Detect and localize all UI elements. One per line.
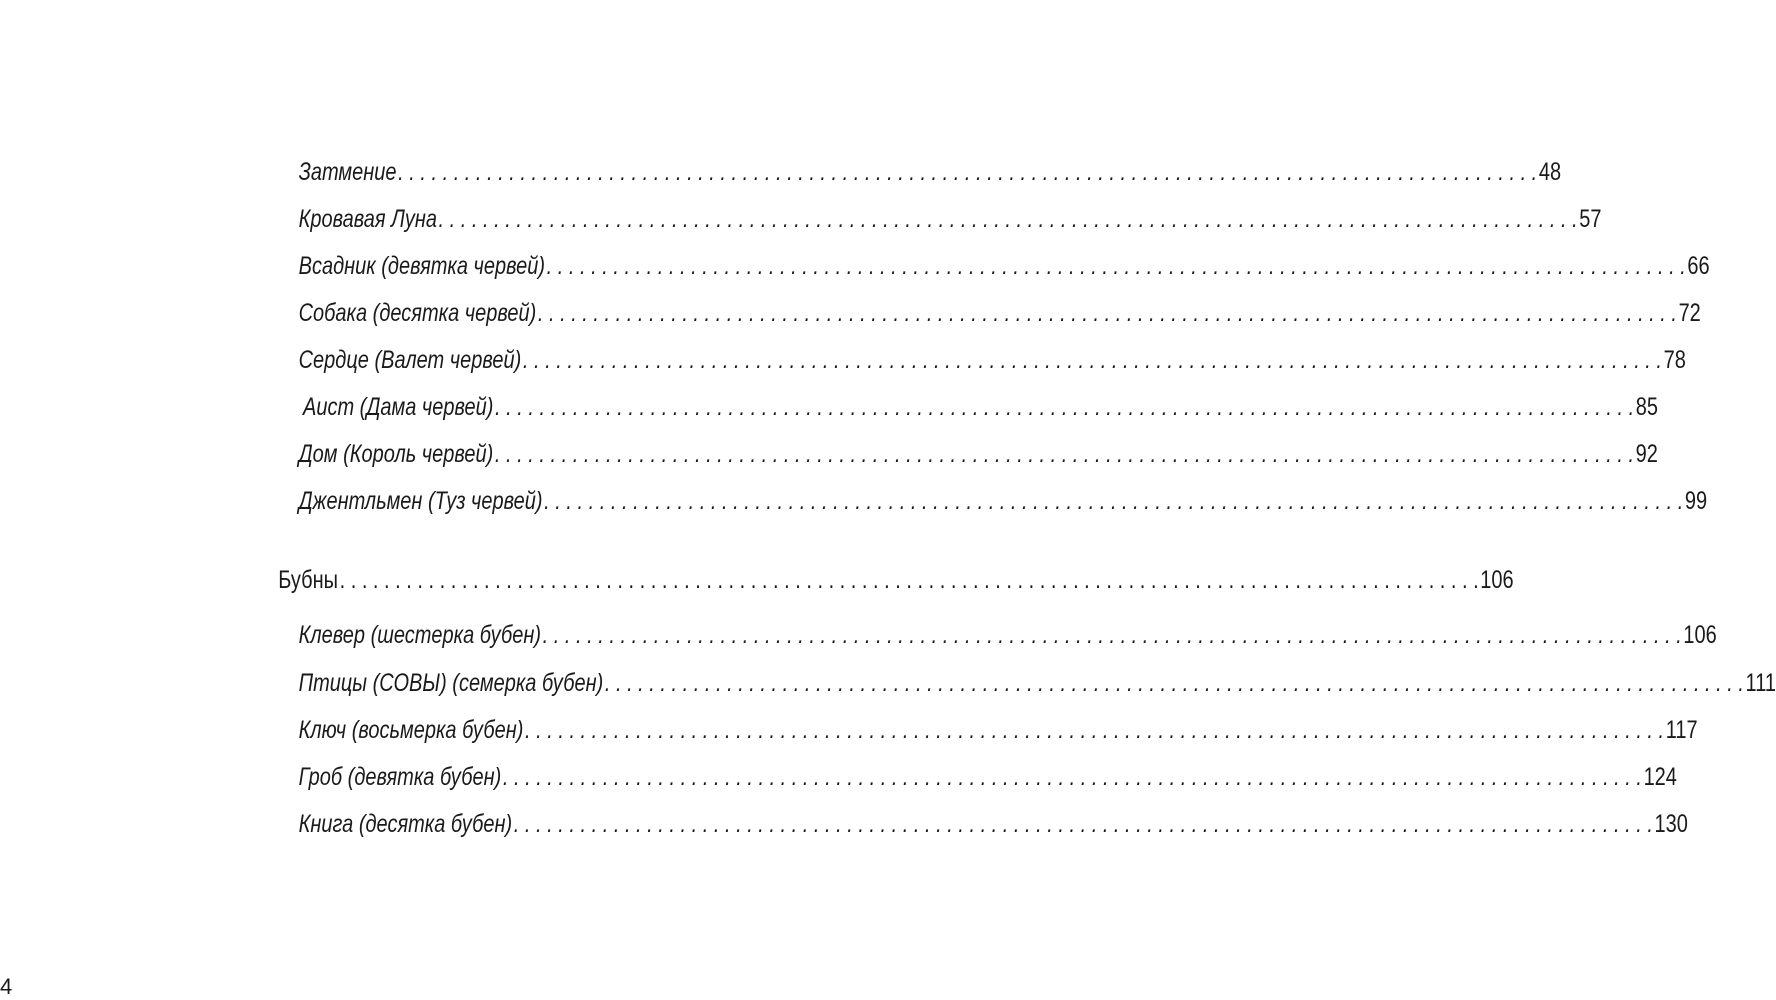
toc-entry-title: Джентльмен (Туз червей) <box>298 487 543 515</box>
toc-entry <box>298 342 1686 374</box>
toc-entry-page: 117 <box>1665 716 1698 744</box>
toc-entry <box>298 248 1710 280</box>
dot-leader <box>514 810 1653 838</box>
toc-section-page: 106 <box>1480 566 1514 594</box>
toc-entry <box>298 154 1562 186</box>
toc-entry <box>298 617 1717 649</box>
toc-entry-page: 130 <box>1654 810 1688 838</box>
dot-leader <box>543 621 1682 649</box>
toc-entry <box>298 759 1677 791</box>
toc-entry-page: 57 <box>1579 205 1602 233</box>
toc-entry-title: Дом (Король червей) <box>298 440 494 468</box>
toc-entry-title: Птицы (СОВЫ) (семерка бубен) <box>298 669 604 697</box>
dot-leader <box>439 205 1578 233</box>
toc-entry <box>303 389 1659 421</box>
toc-entry-title: Кровавая Луна <box>298 205 437 233</box>
toc-entry <box>298 806 1688 838</box>
dot-leader <box>503 763 1642 791</box>
toc-entry-page: 124 <box>1643 763 1677 791</box>
toc-entry-page: 72 <box>1678 299 1701 327</box>
dot-leader <box>538 299 1677 327</box>
page-number: 4 <box>0 974 13 999</box>
toc-entry <box>298 295 1701 327</box>
toc-entry-page: 85 <box>1635 393 1659 421</box>
toc-entry-title: Сердце (Валет червей) <box>298 346 522 374</box>
toc-entry-page: 78 <box>1663 346 1686 374</box>
toc-entry <box>298 665 1776 697</box>
toc-entry-page: 111 <box>1745 669 1776 697</box>
dot-leader <box>398 158 1537 186</box>
toc-entry <box>298 483 1708 515</box>
toc-entry-page: 48 <box>1538 158 1562 186</box>
dot-leader <box>544 487 1683 515</box>
toc-entry-title: Собака (десятка червей) <box>298 299 537 327</box>
dot-leader <box>605 669 1744 697</box>
toc-entry-page: 92 <box>1635 440 1658 468</box>
toc-entry-title: Гроб (девятка бубен) <box>298 763 502 791</box>
dot-leader <box>340 566 1479 594</box>
toc-entry-page: 99 <box>1684 487 1708 515</box>
toc-entry <box>298 436 1658 468</box>
toc-entry-page: 106 <box>1683 621 1717 649</box>
dot-leader <box>495 393 1634 421</box>
toc-entry-title: Клевер (шестерка бубен) <box>298 621 542 649</box>
toc-entry-title: Ключ (восьмерка бубен) <box>298 716 524 744</box>
toc-entry-title: Всадник (девятка червей) <box>298 252 546 280</box>
toc-entry-page: 66 <box>1687 252 1710 280</box>
dot-leader <box>495 440 1634 468</box>
toc-entry <box>298 201 1602 233</box>
toc-entry <box>298 712 1698 744</box>
toc-section-title: Бубны <box>278 566 338 594</box>
toc-entry-title: Книга (десятка бубен) <box>298 810 513 838</box>
toc-section <box>278 562 1514 594</box>
toc-entry-title: Аист (Дама червей) <box>303 393 494 421</box>
toc-entry-title: Затмение <box>298 158 397 186</box>
dot-leader <box>523 346 1662 374</box>
dot-leader <box>547 252 1686 280</box>
dot-leader <box>525 716 1664 744</box>
